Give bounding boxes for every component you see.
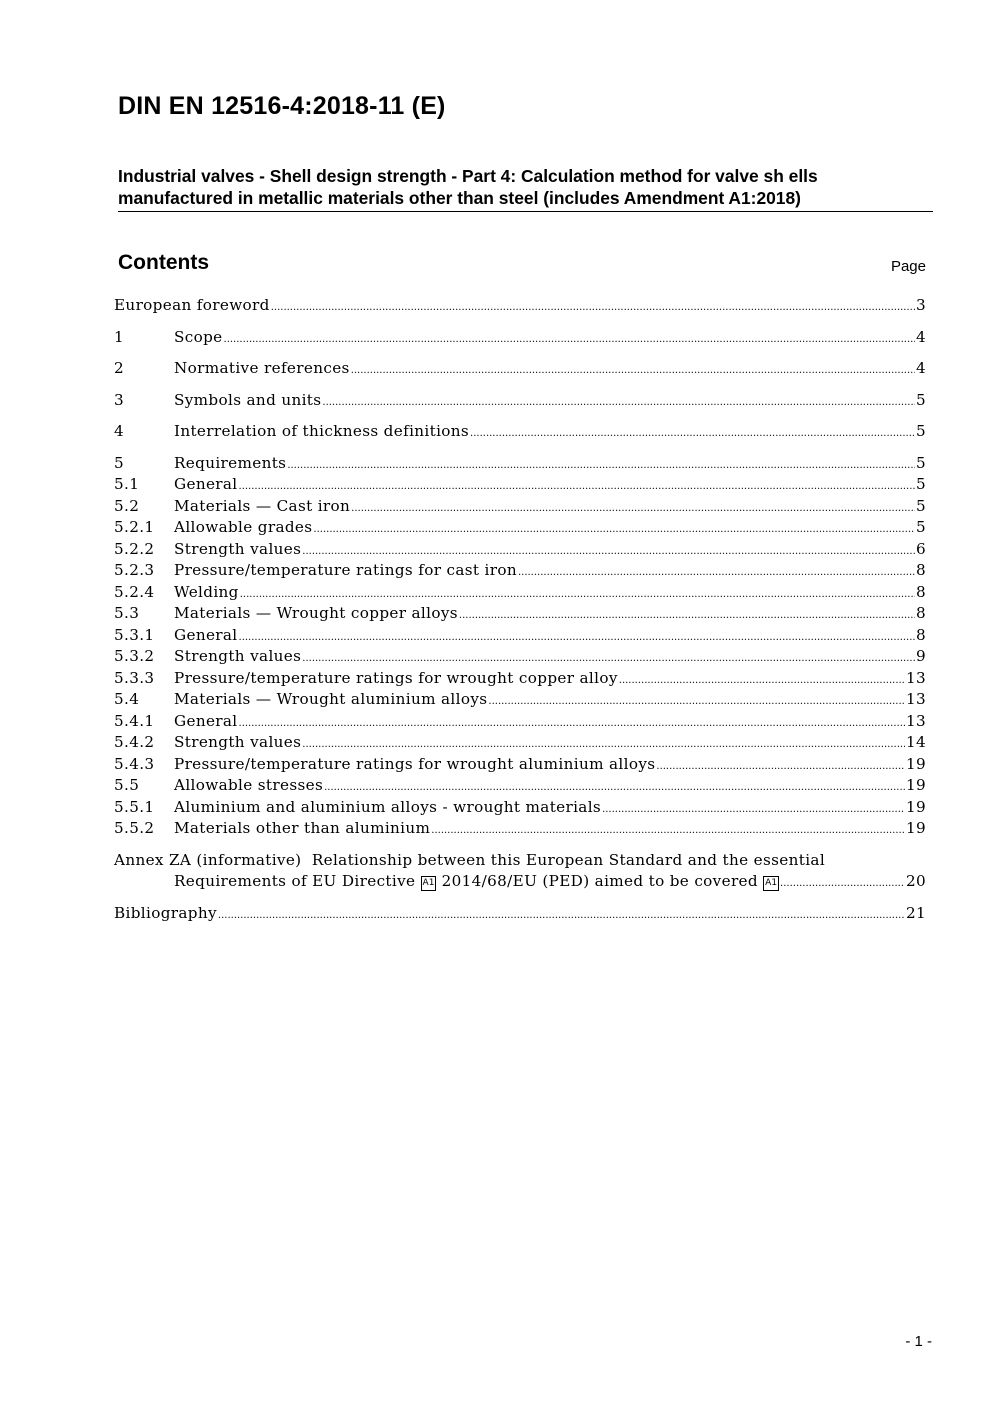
toc-page-number: 5 [915,518,926,536]
annex-directive: 2014/68/EU (PED) aimed to be covered [441,872,758,890]
toc-entry[interactable] [114,818,926,840]
toc-page-number: 5 [915,453,926,472]
toc-page-number: 4 [915,327,926,346]
toc-page-number: 5 [915,475,926,493]
toc-title: General [174,625,238,644]
toc-page-number: 19 [905,776,926,794]
toc-title: Scope [174,327,223,346]
toc-page-number: 21 [905,903,926,922]
toc-section-number: 4 [114,422,125,440]
toc-entry[interactable] [114,797,926,819]
toc-page-number: 8 [915,582,926,601]
toc-entry[interactable] [114,625,926,647]
toc-entry[interactable] [114,474,926,496]
dot-leader [488,691,905,713]
toc-title: Materials — Cast iron [174,496,351,515]
toc-page-number: 5 [915,390,926,409]
toc-page-number: 5 [915,422,926,440]
toc-title: Strength values [174,733,302,751]
toc-entry[interactable] [114,646,926,668]
toc-title: Allowable stresses [174,776,324,794]
toc-entry[interactable] [114,732,926,754]
toc-page-number: 9 [915,647,926,665]
dot-leader [351,360,915,382]
toc-page-number: 19 [905,819,926,837]
dot-leader [302,648,915,670]
toc-title: Interrelation of thickness definitions [174,422,470,440]
toc-title: Materials — Wrought aluminium alloys [174,690,488,708]
page-column-label: Page [890,258,926,275]
toc-section-number: 5.4.3 [114,754,155,773]
page-number: - 1 - [905,1333,932,1350]
toc-section-number: 5.3.2 [114,647,155,665]
toc-title: Pressure/temperature ratings for wrought aluminium alloys [174,754,656,773]
document-subtitle: Industrial valves - Shell design strength - Part 4: Calculation method for valve sh ells manufactured in metallic materials other than steel (includes Amendment A1:2018) [118,165,933,212]
toc-page-number: 13 [905,711,926,730]
toc-entry[interactable] [114,295,926,317]
toc-entry[interactable] [114,327,926,349]
toc-section-number: 2 [114,359,125,377]
toc-page-number: 3 [915,296,926,314]
toc-section-number: 5.4.1 [114,711,155,730]
toc-section-number: 5.2.4 [114,582,155,601]
toc-title: Symbols and units [174,390,322,409]
toc-title: Pressure/temperature ratings for wrought copper alloy [174,668,618,687]
toc-entry[interactable] [114,517,926,539]
toc-section-number: 5.3 [114,604,140,622]
dot-leader [351,498,915,520]
toc-title: Bibliography [114,903,217,922]
toc-entry[interactable] [114,603,926,625]
toc-page-number: 13 [905,690,926,708]
toc-entry[interactable] [114,754,926,776]
toc-section-number: 5 [114,453,125,472]
toc-section-number: 5.5.2 [114,819,155,837]
toc-entry-bibliography[interactable] [114,903,926,925]
dot-leader [287,455,915,477]
toc-page-number: 14 [905,733,926,751]
toc-title: Pressure/temperature ratings for cast iron [174,561,517,579]
toc-section-number: 5.5.1 [114,797,155,816]
toc-page-number: 19 [905,754,926,773]
annex-title: Relationship between this European Standard and the essential [311,850,826,869]
dot-leader [239,476,915,498]
toc-title: Welding [174,582,239,601]
toc-title: Requirements [174,453,287,472]
toc-title: European foreword [114,296,270,314]
dot-leader [239,713,905,735]
toc-section-number: 5.5 [114,776,140,794]
toc-entry[interactable] [114,358,926,380]
toc-title: Normative references [174,359,350,377]
toc-section-number: 5.3.1 [114,625,155,644]
dot-leader [602,799,905,821]
toc-page-number: 20 [905,872,926,890]
toc-section-number: 3 [114,390,125,409]
table-of-contents [114,295,926,924]
toc-title: Allowable grades [174,518,313,536]
dot-leader [322,392,915,414]
dot-leader [224,329,915,351]
toc-entry[interactable] [114,560,926,582]
toc-entry[interactable] [114,390,926,412]
amendment-start-marker-icon: A1 [421,876,437,891]
dot-leader [619,670,905,692]
toc-page-number: 8 [915,625,926,644]
toc-title: Materials other than aluminium [174,819,431,837]
toc-page-number: 13 [905,668,926,687]
toc-page-number: 8 [915,561,926,579]
toc-title: Aluminium and aluminium alloys - wrought materials [174,797,602,816]
toc-entry[interactable] [114,453,926,475]
toc-title: General [174,711,238,730]
toc-section-number: 5.1 [114,475,140,493]
toc-page-number: 19 [905,797,926,816]
toc-entry[interactable] [114,689,926,711]
dot-leader [459,605,915,627]
dot-leader [302,541,915,563]
toc-entry[interactable] [114,539,926,561]
toc-section-number: 1 [114,327,125,346]
toc-page-number: 6 [915,539,926,558]
toc-section-number: 5.2.3 [114,561,155,579]
toc-title: General [174,475,238,493]
dot-leader [313,519,915,541]
dot-leader [218,905,905,927]
toc-section-number: 5.4.2 [114,733,155,751]
toc-entry[interactable] [114,496,926,518]
dot-leader [656,756,905,778]
dot-leader [780,873,905,895]
dot-leader [240,584,915,606]
toc-title: Strength values [174,647,302,665]
annex-label: Annex ZA (informative) [114,850,302,869]
toc-page-number: 8 [915,604,926,622]
toc-section-number: 5.4 [114,690,140,708]
dot-leader [431,820,905,842]
dot-leader [324,777,905,799]
toc-section-number: 5.2.2 [114,539,155,558]
annex-title-continued: Requirements of EU Directive [174,872,416,890]
toc-section-number: 5.3.3 [114,668,155,687]
dot-leader [470,423,915,445]
contents-heading: Contents [118,251,209,274]
toc-entry[interactable] [114,668,926,690]
toc-title: Materials — Wrought copper alloys [174,604,458,622]
toc-title: Strength values [174,539,302,558]
document-id: DIN EN 12516-4:2018-11 (E) [118,92,446,120]
toc-entry[interactable] [114,421,926,443]
dot-leader [271,297,915,319]
dot-leader [239,627,915,649]
toc-entries [114,295,926,840]
toc-page-number: 4 [915,359,926,377]
toc-page-number: 5 [915,496,926,515]
toc-entry[interactable] [114,711,926,733]
toc-section-number: 5.2 [114,496,140,515]
toc-entry-annex-za[interactable] [114,850,926,893]
dot-leader [518,562,915,584]
toc-entry[interactable] [114,775,926,797]
toc-section-number: 5.2.1 [114,518,155,536]
dot-leader [302,734,905,756]
toc-entry[interactable] [114,582,926,604]
amendment-end-marker-icon: A1 [763,876,779,891]
